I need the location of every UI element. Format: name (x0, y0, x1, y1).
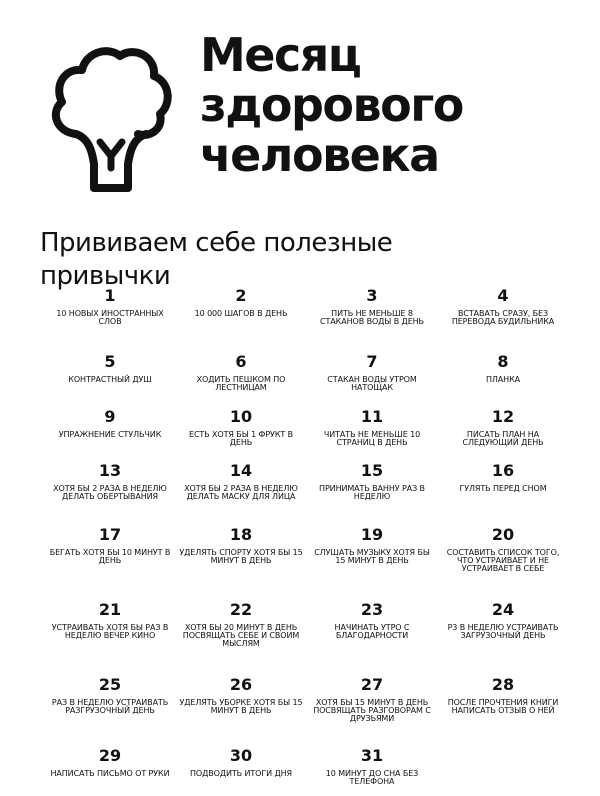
day-item (439, 408, 567, 447)
day-habit-text: ПЛАНКА (485, 375, 521, 384)
day-item (46, 408, 174, 439)
day-number: 18 (229, 525, 253, 544)
day-item (46, 676, 174, 715)
day-habit-text: 10 МИНУТ ДО СНА БЕЗ ТЕЛЕФОНА (325, 769, 419, 786)
day-number: 2 (235, 286, 247, 305)
day-number: 22 (229, 600, 253, 619)
day-number: 1 (104, 286, 116, 305)
day-number: 24 (491, 600, 515, 619)
day-habit-text: ПРИНИМАТЬ ВАННУ РАЗ В НЕДЕЛЮ (319, 484, 425, 501)
day-number: 27 (360, 675, 384, 694)
day-habit-text: УДЕЛЯТЬ УБОРКЕ ХОТЯ БЫ 15 МИНУТ В ДЕНЬ (179, 698, 303, 715)
day-habit-text: КОНТРАСТНЫЙ ДУШ (68, 375, 152, 384)
day-number: 6 (235, 352, 247, 371)
day-item (308, 353, 436, 392)
day-habit-text: ВСТАВАТЬ СРАЗУ, БЕЗ ПЕРЕВОДА БУДИЛЬНИКА (451, 309, 555, 326)
title-line-2: здорового (200, 78, 463, 132)
day-habit-text: ГУЛЯТЬ ПЕРЕД СНОМ (459, 484, 547, 493)
day-number: 8 (497, 352, 509, 371)
day-item (308, 462, 436, 501)
day-number: 15 (360, 461, 384, 480)
day-item (308, 601, 436, 640)
day-item (177, 462, 305, 501)
day-number: 31 (360, 746, 384, 765)
day-number: 14 (229, 461, 253, 480)
day-habit-text: ХОТЯ БЫ 15 МИНУТ В ДЕНЬ ПОСВЯЩАТЬ РАЗГОВОРАМ С ДРУЗЬЯМИ (313, 698, 431, 723)
day-habit-text: ЕСТЬ ХОТЯ БЫ 1 ФРУКТ В ДЕНЬ (188, 430, 294, 447)
day-number: 21 (98, 600, 122, 619)
day-habit-text: БЕГАТЬ ХОТЯ БЫ 10 МИНУТ В ДЕНЬ (49, 548, 171, 565)
day-item (177, 408, 305, 447)
day-item (308, 526, 436, 565)
day-number: 29 (98, 746, 122, 765)
day-item (308, 408, 436, 447)
day-item (439, 601, 567, 640)
day-habit-text: РАЗ В НЕДЕЛЮ УСТРАИВАТЬ РАЗГРУЗОЧНЫЙ ДЕНЬ (51, 698, 169, 715)
day-item (46, 526, 174, 565)
day-item (439, 462, 567, 493)
day-number: 12 (491, 407, 515, 426)
day-habit-text: ПОДВОДИТЬ ИТОГИ ДНЯ (190, 769, 292, 778)
day-habit-text: УПРАЖНЕНИЕ СТУЛЬЧИК (58, 430, 162, 439)
day-habit-text: УСТРАИВАТЬ ХОТЯ БЫ РАЗ В НЕДЕЛЮ ВЕЧЕР КИНО (51, 623, 169, 640)
day-item (439, 676, 567, 715)
day-item (46, 287, 174, 326)
day-number: 19 (360, 525, 384, 544)
day-number: 3 (366, 286, 378, 305)
day-habit-text: 10 НОВЫХ ИНОСТРАННЫХ СЛОВ (56, 309, 164, 326)
title-line-3: человека (200, 128, 439, 182)
title-line-1: Месяц (200, 28, 361, 82)
day-number: 17 (98, 525, 122, 544)
day-item (46, 747, 174, 778)
day-habit-text: ХОТЯ БЫ 2 РАЗА В НЕДЕЛЮ ДЕЛАТЬ МАСКУ ДЛЯ ЛИЦА (184, 484, 298, 501)
day-habit-text: НАПИСАТЬ ПИСЬМО ОТ РУКИ (50, 769, 170, 778)
day-habit-text: ХОТЯ БЫ 2 РАЗА В НЕДЕЛЮ ДЕЛАТЬ ОБЕРТЫВАНИЯ (53, 484, 167, 501)
broccoli-icon (48, 42, 172, 192)
page-title (200, 30, 590, 180)
day-item (308, 287, 436, 326)
day-item (46, 601, 174, 640)
day-habit-text: 10 000 ШАГОВ В ДЕНЬ (194, 309, 288, 318)
day-habit-text: УДЕЛЯТЬ СПОРТУ ХОТЯ БЫ 15 МИНУТ В ДЕНЬ (179, 548, 303, 565)
day-number: 11 (360, 407, 384, 426)
day-habit-text: СТАКАН ВОДЫ УТРОМ НАТОЩАК (327, 375, 417, 392)
day-number: 7 (366, 352, 378, 371)
day-number: 26 (229, 675, 253, 694)
day-habit-text: ПИТЬ НЕ МЕНЬШЕ 8 СТАКАНОВ ВОДЫ В ДЕНЬ (320, 309, 424, 326)
day-item (439, 353, 567, 384)
day-item (439, 287, 567, 326)
day-item (177, 601, 305, 648)
day-number: 30 (229, 746, 253, 765)
day-item (46, 462, 174, 501)
day-item (439, 526, 567, 573)
day-number: 4 (497, 286, 509, 305)
day-habit-text: Р3 В НЕДЕЛЮ УСТРАИВАТЬ ЗАГРУЗОЧНЫЙ ДЕНЬ (447, 623, 559, 640)
day-habit-text: НАЧИНАТЬ УТРО С БЛАГОДАРНОСТИ (334, 623, 410, 640)
day-item (177, 676, 305, 715)
day-item (308, 747, 436, 786)
day-number: 25 (98, 675, 122, 694)
day-item (177, 526, 305, 565)
day-item (177, 747, 305, 778)
day-habit-text: ХОТЯ БЫ 20 МИНУТ В ДЕНЬ ПОСВЯЩАТЬ СЕБЕ И СВОИМ МЫСЛЯМ (182, 623, 300, 648)
day-number: 5 (104, 352, 116, 371)
day-item (46, 353, 174, 384)
day-number: 16 (491, 461, 515, 480)
day-habit-text: ПИСАТЬ ПЛАН НА СЛЕДУЮЩИЙ ДЕНЬ (462, 430, 544, 447)
day-number: 23 (360, 600, 384, 619)
day-number: 13 (98, 461, 122, 480)
day-number: 10 (229, 407, 253, 426)
subtitle: Прививаем себе полезные привычки (40, 228, 393, 291)
day-number: 28 (491, 675, 515, 694)
day-number: 9 (104, 407, 116, 426)
day-habit-text: СЛУШАТЬ МУЗЫКУ ХОТЯ БЫ 15 МИНУТ В ДЕНЬ (314, 548, 430, 565)
day-habit-text: СОСТАВИТЬ СПИСОК ТОГО, ЧТО УСТРАИВАЕТ И НЕ УСТРАИВАЕТ В СЕБЕ (446, 548, 560, 573)
day-habit-text: ХОДИТЬ ПЕШКОМ ПО ЛЕСТНИЦАМ (196, 375, 286, 392)
day-item (177, 353, 305, 392)
day-habit-text: ЧИТАТЬ НЕ МЕНЬШЕ 10 СТРАНИЦ В ДЕНЬ (323, 430, 421, 447)
day-item (177, 287, 305, 318)
day-item (308, 676, 436, 723)
day-number: 20 (491, 525, 515, 544)
day-habit-text: ПОСЛЕ ПРОЧТЕНИЯ КНИГИ НАПИСАТЬ ОТЗЫВ О НЕЙ (447, 698, 559, 715)
